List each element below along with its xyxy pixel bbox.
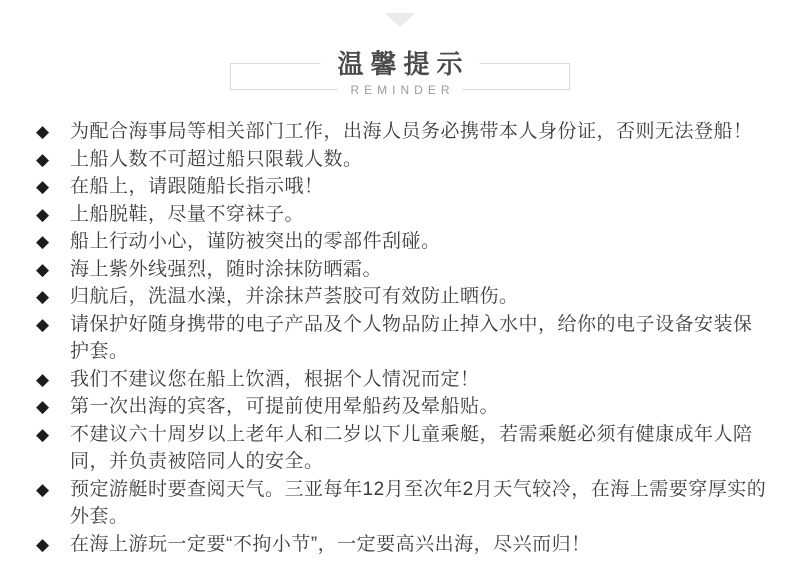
- diamond-bullet-icon: ◆: [36, 479, 50, 499]
- diamond-bullet-icon: ◆: [36, 204, 50, 224]
- list-item: [36, 256, 770, 284]
- tip-text: 船上行动小心，谨防被突出的零部件刮碰。: [70, 231, 441, 252]
- tip-text: 在船上，请跟随船长指示哦！: [70, 176, 324, 197]
- list-item: [36, 393, 770, 421]
- tip-text: 上船脱鞋，尽量不穿袜子。: [70, 203, 305, 225]
- list-item: [36, 283, 770, 311]
- diamond-bullet-icon: ◆: [36, 232, 50, 251]
- tip-list: [0, 118, 800, 558]
- tip-text: 在海上游玩一定要“不拘小节”，一定要高兴出海，尽兴而归！: [70, 533, 591, 555]
- list-item: [36, 476, 770, 531]
- triangle-down-icon: [385, 13, 415, 27]
- list-item: [36, 366, 770, 394]
- diamond-bullet-icon: ◆: [36, 149, 50, 169]
- diamond-bullet-icon: ◆: [36, 122, 50, 141]
- tip-text: 归航后，洗温水澡，并涂抹芦荟胶可有效防止晒伤。: [70, 286, 519, 307]
- tip-text: 上船人数不可超过船只限载人数。: [70, 148, 363, 170]
- diamond-bullet-icon: ◆: [36, 177, 50, 196]
- tip-text: 预定游艇时要查阅天气。三亚每年12月至次年2月天气较冷，在海上需要穿厚实的外套。: [70, 478, 767, 527]
- list-item: [36, 118, 770, 146]
- tip-text: 海上紫外线强烈，随时涂抹防晒霜。: [70, 258, 383, 280]
- page-title: 温馨提示: [320, 48, 479, 80]
- list-item: [36, 311, 770, 366]
- diamond-bullet-icon: ◆: [36, 424, 50, 444]
- tip-text: 我们不建议您在船上饮酒，根据个人情况而定！: [70, 368, 480, 390]
- list-item: [36, 421, 770, 476]
- tip-text: 请保护好随身携带的电子产品及个人物品防止掉入水中，给你的电子设备安装保护套。: [70, 313, 753, 362]
- list-item: [36, 173, 770, 201]
- diamond-bullet-icon: ◆: [36, 369, 50, 389]
- tip-text: 第一次出海的宾客，可提前使用晕船药及晕船贴。: [70, 396, 500, 417]
- diamond-bullet-icon: ◆: [36, 287, 50, 306]
- diamond-bullet-icon: ◆: [36, 259, 50, 279]
- list-item: [36, 146, 770, 174]
- diamond-bullet-icon: ◆: [36, 534, 50, 554]
- header-frame: [230, 49, 570, 97]
- diamond-bullet-icon: ◆: [36, 397, 50, 416]
- diamond-bullet-icon: ◆: [36, 314, 50, 334]
- list-item: [36, 228, 770, 256]
- tip-text: 为配合海事局等相关部门工作，出海人员务必携带本人身份证，否则无法登船！: [70, 121, 753, 142]
- list-item: [36, 201, 770, 229]
- tip-text: 不建议六十周岁以上老年人和二岁以下儿童乘艇，若需乘艇必须有健康成年人陪同，并负责被陪同人的安全。: [70, 423, 753, 472]
- list-item: [36, 531, 770, 559]
- page-subtitle: REMINDER: [337, 82, 462, 98]
